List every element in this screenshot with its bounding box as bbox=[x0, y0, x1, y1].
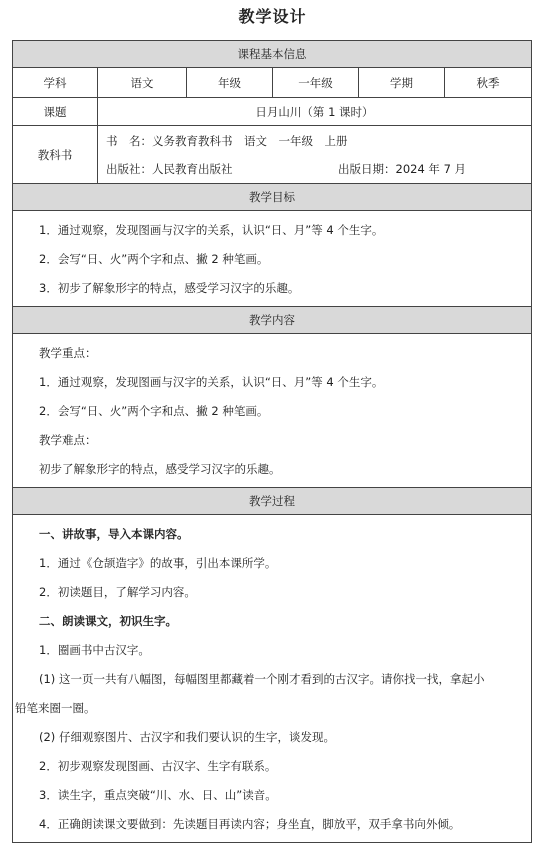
subject-value: 语文 bbox=[98, 68, 187, 97]
process-item: 2．初步观察发现图画、古汉字、生字有联系。 bbox=[39, 758, 277, 773]
publish-date: 出版日期：2024 年 7 月 bbox=[338, 161, 467, 176]
basic-info-header-row bbox=[13, 41, 531, 68]
goal-item: 1．通过观察，发现图画与汉字的关系，认识“日、月”等 4 个生字。 bbox=[39, 222, 384, 237]
key-point-item: 2．会写“日、火”两个字和点、撇 2 种笔画。 bbox=[39, 403, 269, 418]
topic-value: 日月山川（第 1 课时） bbox=[255, 104, 374, 119]
goals-header-row bbox=[13, 184, 531, 211]
goal-item: 3．初步了解象形字的特点，感受学习汉字的乐趣。 bbox=[39, 280, 300, 295]
goals-header: 教学目标 bbox=[13, 184, 531, 210]
difficulty-label: 教学难点： bbox=[39, 432, 97, 447]
textbook-row bbox=[13, 126, 531, 184]
process-header-row bbox=[13, 488, 531, 515]
goals-list bbox=[13, 211, 401, 306]
basic-info-header: 课程基本信息 bbox=[13, 41, 531, 67]
publisher: 出版社：人民教育出版社 bbox=[106, 161, 233, 176]
document-title: 教学设计 bbox=[238, 7, 307, 26]
difficulty-text: 初步了解象形字的特点，感受学习汉字的乐趣。 bbox=[39, 461, 281, 476]
lesson-plan-table bbox=[12, 40, 532, 843]
content-header-row bbox=[13, 307, 531, 334]
subject-row bbox=[13, 68, 531, 98]
grade-label: 年级 bbox=[187, 68, 273, 97]
process-header: 教学过程 bbox=[13, 488, 531, 514]
textbook-publish-line bbox=[98, 155, 531, 183]
process-item: 4．正确朗读课文要做到：先读题目再读内容；身坐直，脚放平，双手拿书向外倾。 bbox=[39, 816, 461, 831]
grade-value: 一年级 bbox=[273, 68, 359, 97]
content-header: 教学内容 bbox=[13, 307, 531, 333]
process-item: 1．圈画书中古汉字。 bbox=[39, 642, 150, 657]
goal-item: 2．会写“日、火”两个字和点、撇 2 种笔画。 bbox=[39, 251, 269, 266]
process-item: 3．读生字，重点突破“川、水、日、山”读音。 bbox=[39, 787, 277, 802]
process-list bbox=[13, 515, 490, 842]
textbook-info bbox=[98, 126, 531, 183]
goals-body-row bbox=[13, 211, 531, 307]
process-item: 1．通过《仓颉造字》的故事，引出本课所学。 bbox=[39, 555, 277, 570]
content-list bbox=[13, 334, 401, 487]
process-subitem: (1) 这一页一共有八幅图，每幅图里都藏着一个刚才看到的古汉字。请你找一找，拿起小 bbox=[39, 671, 485, 686]
key-point-label: 教学重点： bbox=[39, 345, 97, 360]
process-item: 2．初读题目，了解学习内容。 bbox=[39, 584, 196, 599]
section-title: 一、讲故事，导入本课内容。 bbox=[39, 526, 189, 541]
content-body-row bbox=[13, 334, 531, 488]
process-body-row bbox=[13, 515, 531, 842]
process-subitem-continued: 铅笔来圈一圈。 bbox=[15, 700, 96, 715]
topic-label: 课题 bbox=[13, 98, 98, 125]
section-title: 二、朗读课文，初识生字。 bbox=[39, 613, 177, 628]
term-value: 秋季 bbox=[476, 75, 500, 90]
topic-row bbox=[13, 98, 531, 126]
term-label: 学期 bbox=[359, 68, 445, 97]
key-point-item: 1．通过观察，发现图画与汉字的关系，认识“日、月”等 4 个生字。 bbox=[39, 374, 384, 389]
process-subitem: (2) 仔细观察图片、古汉字和我们要认识的生字，谈发现。 bbox=[39, 729, 335, 744]
subject-label: 学科 bbox=[13, 68, 98, 97]
textbook-name: 书 名：义务教育教科书 语文 一年级 上册 bbox=[106, 133, 348, 148]
textbook-label: 教科书 bbox=[13, 126, 98, 183]
